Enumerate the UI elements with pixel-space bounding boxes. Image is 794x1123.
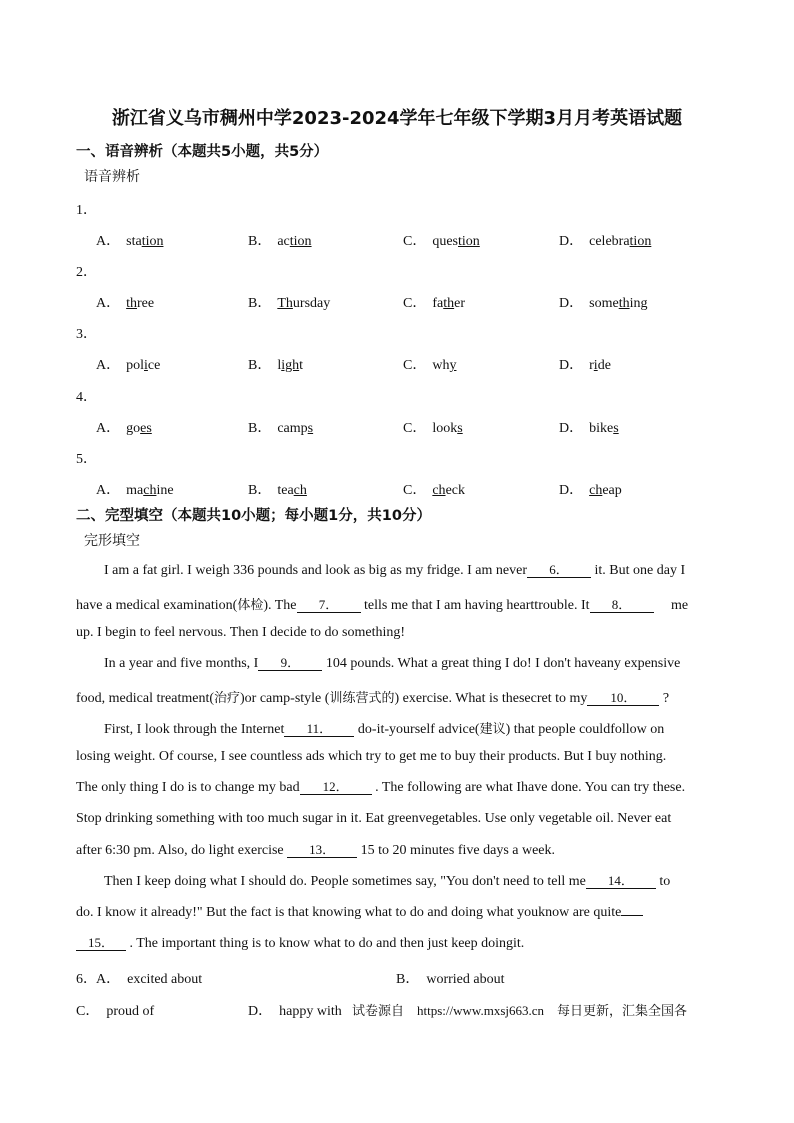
- underlined-sound: ch: [143, 483, 157, 498]
- underlined-sound: s: [307, 421, 314, 436]
- phonetic-option-c[interactable]: C． check: [403, 483, 465, 498]
- blank-10[interactable]: 10．: [587, 691, 659, 706]
- passage-line: Stop drinking something with too much sugar in it. Eat greenvegetables. Use only vegetable oil. Never eat: [76, 811, 672, 826]
- blank-15[interactable]: 15．: [76, 936, 126, 951]
- q6-number: 6．: [76, 972, 97, 987]
- blank-13[interactable]: 13．: [287, 843, 357, 858]
- source-watermark: 试卷源自 https://www.mxsj663.cn 每日更新，汇集全国各: [352, 1003, 688, 1019]
- blank-7[interactable]: 7．: [297, 598, 361, 613]
- underlined-sound: tion: [629, 234, 652, 249]
- question-number: 3．: [76, 327, 97, 342]
- underlined-sound: th: [443, 296, 455, 311]
- q6-option-a[interactable]: A． excited about: [96, 972, 203, 987]
- phonetic-option-a[interactable]: A． station: [96, 234, 164, 249]
- phonetic-option-d[interactable]: D． something: [559, 296, 648, 311]
- passage-line: The only thing I do is to change my bad 12． . The following are what Ihave done. You can try these.: [76, 779, 686, 795]
- phonetic-option-a[interactable]: A． machine: [96, 483, 174, 498]
- passage-line: do. I know it already!" But the fact is that knowing what to do and doing what youknow are quite: [76, 905, 718, 921]
- underlined-sound: ch: [589, 483, 603, 498]
- phonetic-option-a[interactable]: A． police: [96, 358, 161, 373]
- phonetic-option-b[interactable]: B． Thursday: [248, 296, 331, 311]
- phonetic-option-c[interactable]: C． question: [403, 234, 480, 249]
- underlined-sound: ch: [293, 483, 307, 498]
- passage-line: I am a fat girl. I weigh 336 pounds and look as big as my fridge. I am never 6． it. But one day I: [104, 562, 686, 578]
- passage-line: up. I begin to feel nervous. Then I decide to do something!: [76, 625, 406, 640]
- question-number: 4．: [76, 390, 97, 405]
- phonetic-option-d[interactable]: D． cheap: [559, 483, 622, 498]
- underlined-sound: tion: [458, 234, 480, 249]
- q6-option-c[interactable]: C． proud of: [76, 1004, 155, 1019]
- underlined-sound: igh: [281, 358, 300, 373]
- section2-subheading: 完形填空: [84, 533, 140, 549]
- blank-12[interactable]: 12．: [300, 780, 372, 795]
- passage-line: First, I look through the Internet 11． do-it-yourself advice(建议) that people couldfollow on: [104, 721, 665, 737]
- underlined-sound: s: [457, 421, 463, 436]
- phonetic-option-c[interactable]: C． why: [403, 358, 457, 373]
- underlined-sound: i: [144, 358, 148, 373]
- blank-14[interactable]: 14．: [586, 874, 656, 889]
- blank-11[interactable]: 11．: [284, 722, 354, 737]
- phonetic-option-b[interactable]: B． action: [248, 234, 312, 249]
- section1-heading: 一、语音辨析（本题共5小题，共5分）: [76, 144, 329, 160]
- phonetic-option-c[interactable]: C． looks: [403, 421, 463, 436]
- q6-option-b[interactable]: B． worried about: [396, 972, 505, 987]
- passage-line: have a medical examination(体检). The 7． tells me that I am having hearttrouble. It 8． me: [76, 597, 689, 613]
- section2-heading: 二、完型填空（本题共10小题；每小题1分，共10分）: [76, 508, 431, 524]
- passage-line: losing weight. Of course, I see countless ads which try to get me to buy their products. But I buy nothing.: [76, 749, 667, 764]
- phonetic-option-c[interactable]: C． father: [403, 296, 466, 311]
- passage-line: after 6:30 pm. Also, do light exercise 13． 15 to 20 minutes five days a week.: [76, 842, 556, 858]
- question-number: 5．: [76, 452, 97, 467]
- phonetic-option-d[interactable]: D． bikes: [559, 421, 619, 436]
- blank-8[interactable]: 8．: [590, 598, 654, 613]
- underlined-sound: s: [613, 421, 619, 436]
- passage-line: In a year and five months, I 9． 104 pounds. What a great thing I do! I don't haveany expensive: [104, 655, 681, 671]
- underlined-sound: es: [140, 421, 152, 436]
- underlined-sound: y: [449, 358, 457, 373]
- phonetic-option-d[interactable]: D． ride: [559, 358, 611, 373]
- underlined-sound: tion: [141, 234, 164, 249]
- passage-line: 15． . The important thing is to know what to do and then just keep doingit.: [76, 936, 718, 952]
- question-number: 1．: [76, 203, 97, 218]
- underlined-sound: i: [593, 358, 598, 373]
- question-number: 2．: [76, 265, 97, 280]
- underlined-sound: tion: [289, 234, 312, 249]
- passage-line: Then I keep doing what I should do. People sometimes say, "You don't need to tell me 14． to: [104, 873, 671, 889]
- section1-subheading: 语音辨析: [84, 169, 140, 185]
- blank-15-start: [621, 915, 643, 916]
- document-title: 浙江省义乌市稠州中学2023-2024学年七年级下学期3月月考英语试题: [111, 108, 683, 129]
- phonetic-option-a[interactable]: A． goes: [96, 421, 152, 436]
- phonetic-option-b[interactable]: B． teach: [248, 483, 307, 498]
- underlined-sound: th: [618, 296, 630, 311]
- phonetic-option-b[interactable]: B． camps: [248, 421, 314, 436]
- blank-9[interactable]: 9．: [258, 656, 322, 671]
- phonetic-option-d[interactable]: D． celebration: [559, 234, 652, 249]
- underlined-sound: ch: [432, 483, 446, 498]
- phonetic-option-b[interactable]: B． light: [248, 358, 304, 373]
- blank-6[interactable]: 6．: [527, 563, 591, 578]
- underlined-sound: Th: [277, 296, 293, 311]
- underlined-sound: th: [126, 296, 138, 311]
- passage-line: food, medical treatment(治疗)or camp-style (训练营式的) exercise. What is thesecret to my 10． ?: [76, 690, 670, 706]
- q6-option-d[interactable]: D． happy with: [248, 1004, 342, 1019]
- phonetic-option-a[interactable]: A． three: [96, 296, 155, 311]
